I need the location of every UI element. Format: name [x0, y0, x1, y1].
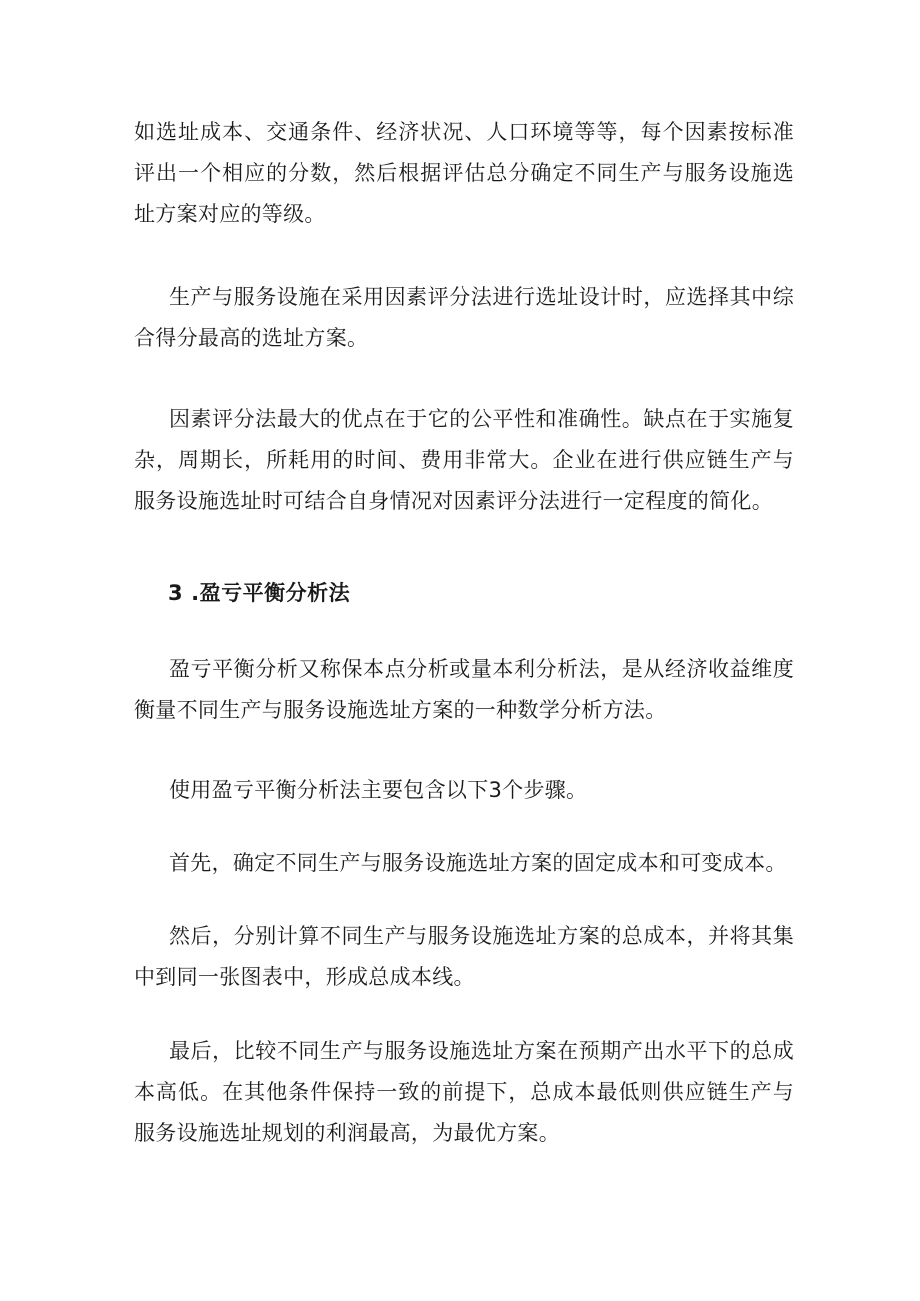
- paragraph-breakeven-steps: 使用盈亏平衡分析法主要包含以下3个步骤。: [169, 778, 588, 802]
- paragraph-step-then: 然后，分别计算不同生产与服务设施选址方案的总成本，并将其集中到同一张图表中，形成总成本线。: [134, 924, 794, 989]
- section-number: 3: [168, 581, 184, 605]
- paragraph-factor-scoring-selection: 生产与服务设施在采用因素评分法进行选址设计时，应选择其中综合得分最高的选址方案。: [134, 285, 794, 350]
- paragraph-step-finally: 最后，比较不同生产与服务设施选址方案在预期产出水平下的总成本高低。在其他条件保持一致的前提下，总成本最低则供应链生产与服务设施选址规划的利润最高，为最优方案。: [134, 1039, 794, 1145]
- paragraph-factor-scoring-pros-cons: 因素评分法最大的优点在于它的公平性和准确性。缺点在于实施复杂，周期长，所耗用的时间、费用非常大。企业在进行供应链生产与服务设施选址时可结合自身情况对因素评分法进行一定程度的简化。: [134, 407, 794, 513]
- paragraph-breakeven-definition: 盈亏平衡分析又称保本点分析或量本利分析法，是从经济收益维度衡量不同生产与服务设施选址方案的一种数学分析方法。: [134, 657, 794, 722]
- paragraph-step-first: 首先，确定不同生产与服务设施选址方案的固定成本和可变成本。: [169, 851, 787, 875]
- section-title: .盈亏平衡分析法: [191, 581, 351, 605]
- section-heading: [168, 575, 350, 611]
- paragraph-factor-scoring-intro: 如选址成本、交通条件、经济状况、人口环境等等，每个因素按标准评出一个相应的分数，然后根据评估总分确定不同生产与服务设施选址方案对应的等级。: [134, 120, 794, 226]
